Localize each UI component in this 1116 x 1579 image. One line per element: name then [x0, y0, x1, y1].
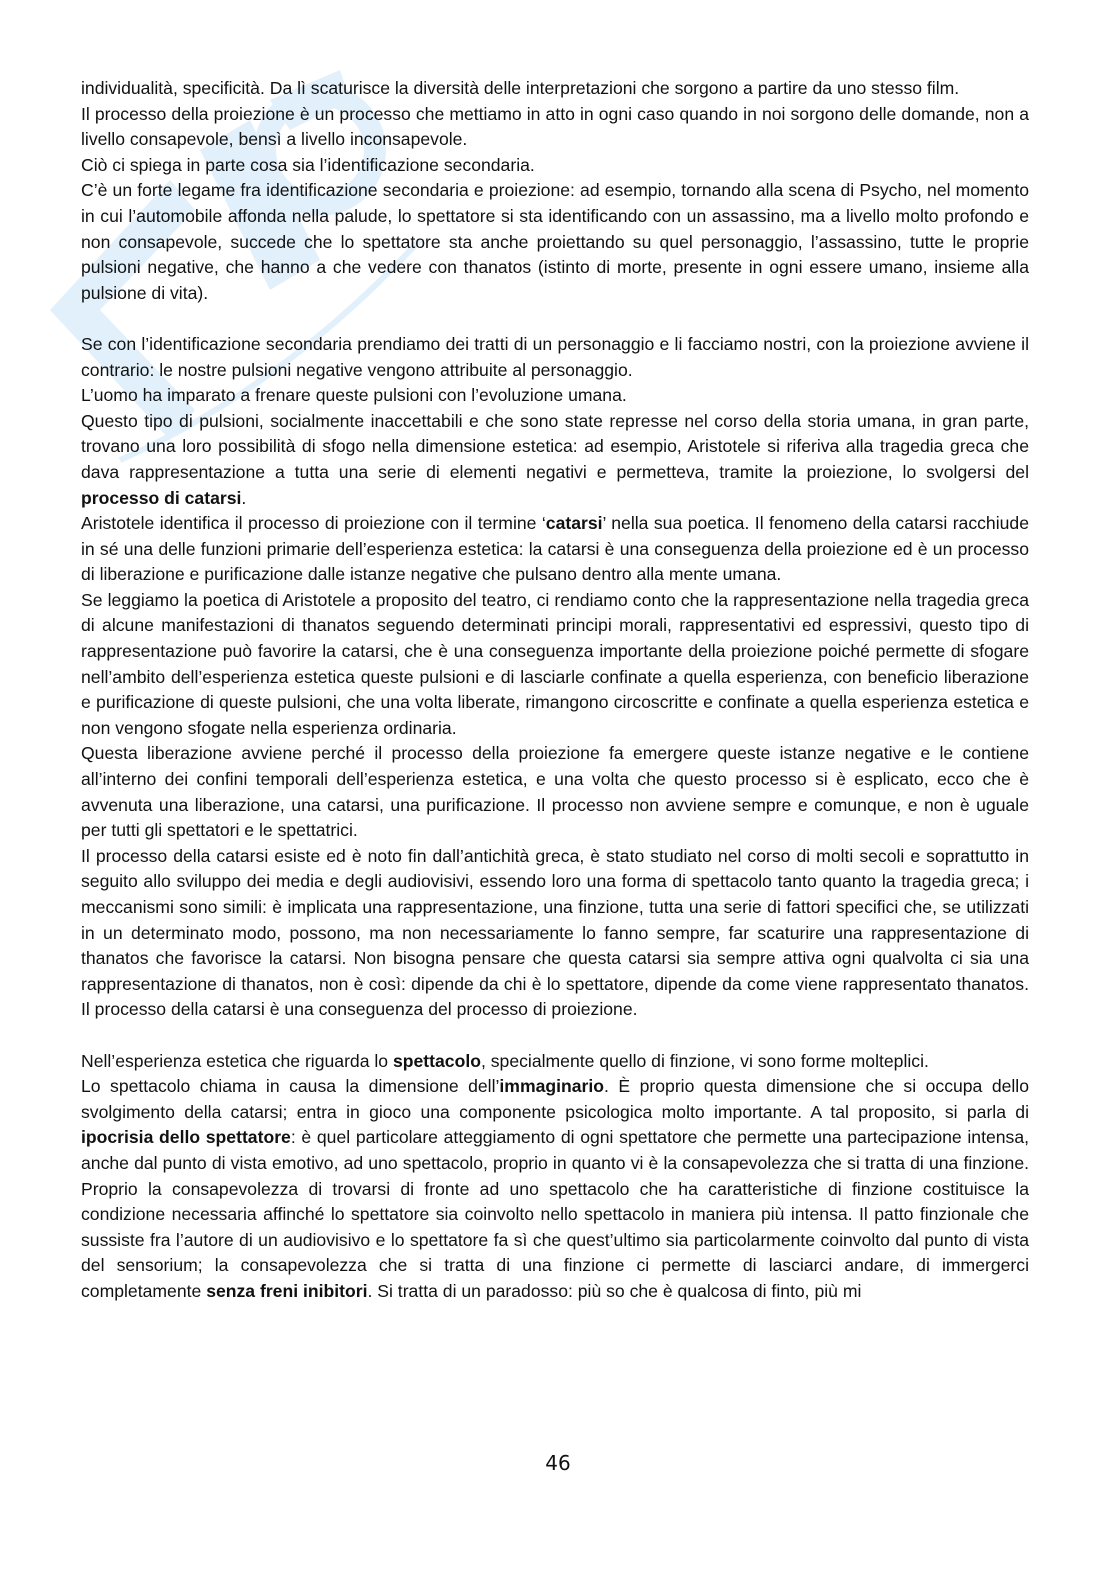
paragraph: individualità, specificità. Da lì scaturisce la diversità delle interpretazioni che sorgono a partire da uno stesso film.	[81, 78, 960, 98]
text-run: Nell’esperienza estetica che riguarda lo	[81, 1050, 393, 1071]
text-run: . Si tratta di un paradosso: più so che è qualcosa di finto, più mi	[367, 1280, 862, 1301]
paragraph	[81, 1074, 1029, 1304]
paragraph	[81, 1049, 1029, 1075]
text-run: , specialmente quello di finzione, vi sono forme molteplici.	[480, 1050, 929, 1071]
bold-term: ipocrisia dello spettatore	[81, 1127, 291, 1148]
page-number: 46	[545, 1451, 571, 1475]
paragraph	[81, 306, 1029, 332]
bold-term: catarsi	[545, 513, 603, 534]
bold-term: senza freni inibitori	[206, 1280, 368, 1301]
bold-term: immaginario	[499, 1076, 605, 1097]
bold-term: spettacolo	[392, 1050, 481, 1071]
text-run: Aristotele identifica il processo di proiezione con il termine ‘	[81, 513, 546, 534]
paragraph	[81, 511, 1029, 588]
text-run: Questo tipo di pulsioni, socialmente inaccettabili e che sono state represse nel corso della storia umana, in gran parte, trovano una loro possibilità di sfogo nella dimensione estetica: ad esempio, Aristotele si riferiva alla tragedia greca che dava rappresentazione a tutta una serie di elementi negativi e permetteva, tramite la proiezione, lo svolgersi del	[81, 410, 1029, 482]
text-run: : è quel particolare atteggiamento di ogni spettatore che permette una partecipazione intensa, anche dal punto di vista emotivo, ad uno spettacolo, proprio in quanto vi è la consapevolezza che si tratta di una finzione. Proprio la consapevolezza di trovarsi di fronte ad uno spettacolo che ha caratteristiche di finzione costituisce la condizione necessaria affinché lo spettatore sia coinvolto nello spettacolo in maniera più intensa. Il patto finzionale che sussiste fra l’autore di un audiovisivo e lo spettatore fa sì che quest’ultimo sia particolarmente coinvolto dal punto di vista del sensorium; la consapevolezza che si tratta di una finzione ci permette di lasciarci andare, di immergerci completamente	[81, 1127, 1030, 1301]
bold-term: processo di catarsi	[81, 487, 242, 508]
text-run: . È proprio questa dimensione che si occupa dello svolgimento della catarsi; entra in gioco una componente psicologica molto importante. A tal proposito, si parla di	[81, 1076, 1029, 1122]
text-run: ’ nella sua poetica. Il fenomeno della catarsi racchiude in sé una delle funzioni primarie dell’esperienza estetica: la catarsi è una conseguenza della proiezione ed è un processo di liberazione e purificazione dalle istanze negative che pulsano dentro alla mente umana.	[81, 513, 1029, 585]
paragraph: Il processo della catarsi esiste ed è noto fin dall’antichità greca, è stato studiato nel corso di molti secoli e soprattutto in seguito allo sviluppo dei media e degli audiovisivi, essendo loro una forma di spettacolo tanto quanto la tragedia greca; i meccanismi sono simili: è implicata una rappresentazione, una finzione, tutta una serie di fattori specifici che, se utilizzati in un determinato modo, possono, ma non necessariamente lo fanno sempre, far scaturire una rappresentazione di thanatos che favorisce la catarsi. Non bisogna pensare che questa catarsi sia sempre attiva ogni qualvolta ci sia una rappresentazione di thanatos, non è così: dipende da chi è lo spettatore, dipende da come viene rappresentato thanatos. Il processo della catarsi è una conseguenza del processo di proiezione.	[81, 845, 1029, 1020]
paragraph: Se leggiamo la poetica di Aristotele a proposito del teatro, ci rendiamo conto che la rappresentazione nella tragedia greca di alcune manifestazioni di thanatos seguendo determinati principi morali, rappresentativi ed espressivi, questo tipo di rappresentazione può favorire la catarsi, che è una conseguenza importante della proiezione poiché permette di sfogare nell’ambito dell’esperienza estetica queste pulsioni e di lasciarle confinate a quella esperienza, con beneficio liberazione e purificazione di queste pulsioni, che una volta liberate, rimangono circoscritte e confinate a quella esperienza estetica e non vengono sfogate nella esperienza ordinaria.	[81, 589, 1029, 738]
paragraph: L’uomo ha imparato a frenare queste pulsioni con l’evoluzione umana.	[81, 385, 627, 406]
paragraph: Il processo della proiezione è un processo che mettiamo in atto in ogni caso quando in noi sorgono delle domande, non a livello consapevole, bensì a livello inconsapevole.	[81, 103, 1029, 150]
paragraph	[81, 1023, 1029, 1049]
paragraph: Questa liberazione avviene perché il processo della proiezione fa emergere queste istanze negative e le contiene all’interno dei confini temporali dell’esperienza estetica, e una volta che questo processo si è esplicato, ecco che è avvenuta una liberazione, una catarsi, una purificazione. Il processo non avviene sempre e comunque, e non è uguale per tutti gli spettatori e le spettatrici.	[81, 743, 1029, 841]
paragraph: Se con l’identificazione secondaria prendiamo dei tratti di un personaggio e li facciamo nostri, con la proiezione avviene il contrario: le nostre pulsioni negative vengono attribuite al personaggio.	[81, 333, 1029, 380]
paragraph: C’è un forte legame fra identificazione secondaria e proiezione: ad esempio, tornando alla scena di Psycho, nel momento in cui l’automobile affonda nella palude, lo spettatore si sta identificando con un assassino, ma a livello molto profondo e non consapevole, succede che lo spettatore sta anche proiettando su quel personaggio, l’assassino, tutte le proprie pulsioni negative, che hanno a che vedere con thanatos (istinto di morte, presente in ogni essere umano, insieme alla pulsione di vita).	[81, 180, 1029, 303]
text-run: .	[241, 487, 247, 508]
paragraph	[81, 409, 1029, 511]
document-body	[81, 76, 1029, 1305]
text-run: Lo spettacolo chiama in causa la dimensione dell’	[81, 1076, 500, 1097]
paragraph: Ciò ci spiega in parte cosa sia l’identificazione secondaria.	[81, 154, 535, 175]
